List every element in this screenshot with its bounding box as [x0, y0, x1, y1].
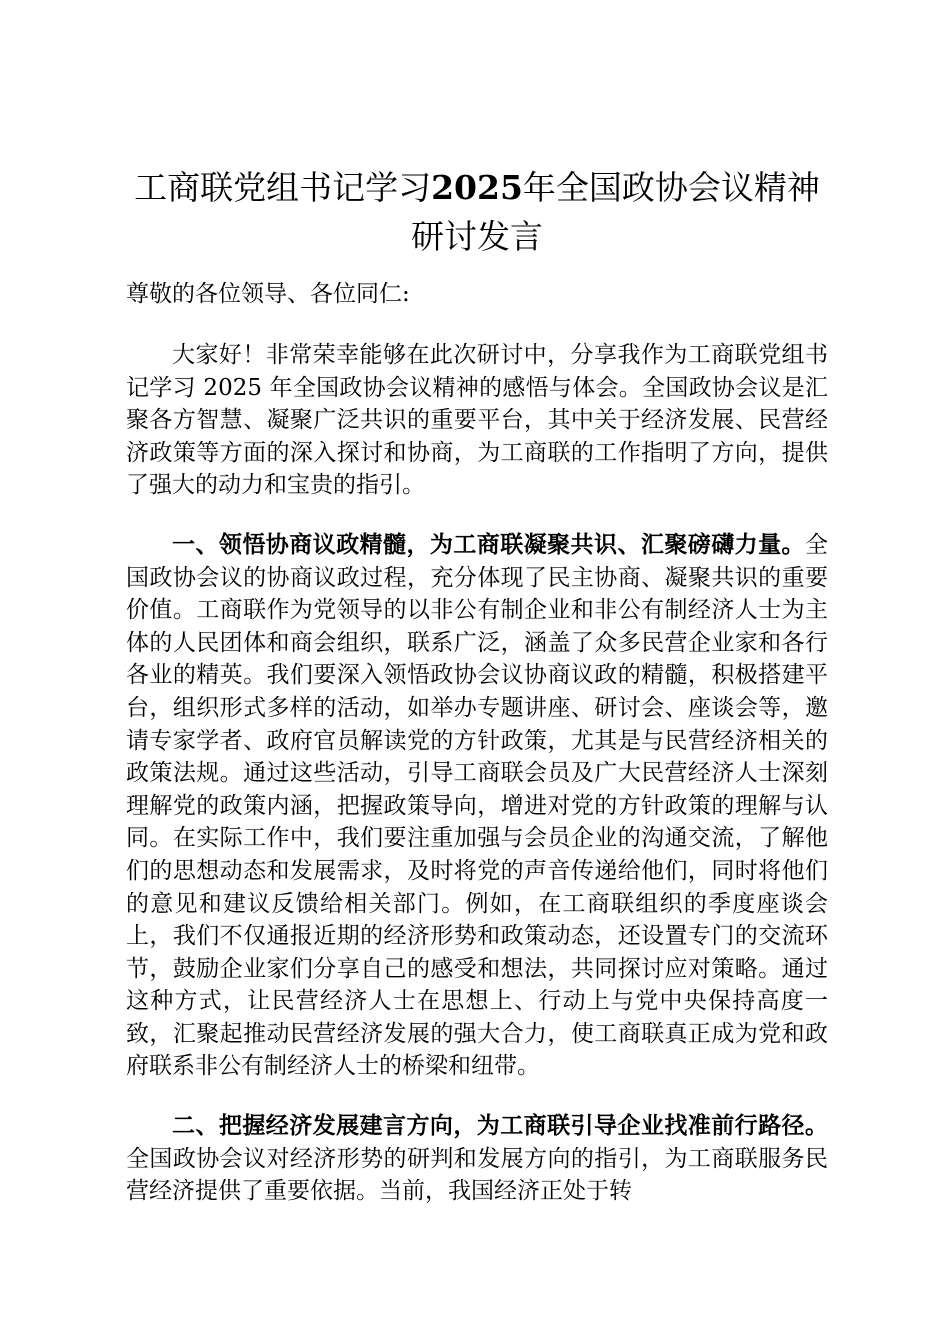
document-page	[126, 163, 828, 1208]
paragraph-body: 全国政协会议对经济形势的研判和发展方向的指引，为工商联服务民营经济提供了重要依据。当前，我国经济正处于转	[126, 1145, 828, 1205]
paragraph-body: 大家好！非常荣幸能够在此次研讨中，分享我作为工商联党组书记学习 2025 年全国政协会议精神的感悟与体会。全国政协会议是汇聚各方智慧、凝聚广泛共识的重要平台，其中关于经济发展、民营经济政策等方面的深入探讨和协商，为工商联的工作指明了方向，提供了强大的动力和宝贵的指引。	[126, 342, 828, 499]
paragraph-body: 全国政协会议的协商议政过程，充分体现了民主协商、凝聚共识的重要价值。工商联作为党领导的以非公有制企业和非公有制经济人士为主体的人民团体和商会组织，联系广泛，涵盖了众多民营企业家和各行各业的精英。我们要深入领悟政协会议协商议政的精髓，积极搭建平台，组织形式多样的活动，如举办专题讲座、研讨会、座谈会等，邀请专家学者、政府官员解读党的方针政策，尤其是与民营经济相关的政策法规。通过这些活动，引导工商联会员及广大民营经济人士深刻理解党的政策内涵，把握政策导向，增进对党的方针政策的理解与认同。在实际工作中，我们要注重加强与会员企业的沟通交流，了解他们的思想动态和发展需求，及时将党的声音传递给他们，同时将他们的意见和建议反馈给相关部门。例如，在工商联组织的季度座谈会上，我们不仅通报近期的经济形势和政策动态，还设置专门的交流环节，鼓励企业家们分享自己的感受和想法，共同探讨应对策略。通过这种方式，让民营经济人士在思想上、行动上与党中央保持高度一致，汇聚起推动民营经济发展的强大合力，使工商联真正成为党和政府联系非公有制经济人士的桥梁和纽带。	[126, 531, 828, 1080]
title-part-2: 年全国政协会议精神研讨发言	[411, 168, 820, 256]
greeting: 尊敬的各位领导、各位同仁:	[126, 281, 410, 307]
paragraph-section-2	[126, 1110, 828, 1208]
title-year: 2025	[431, 168, 523, 207]
paragraph-section-1	[126, 529, 828, 1083]
paragraph-intro	[126, 339, 828, 502]
section-heading: 二、把握经济发展建言方向，为工商联引导企业找准前行路径。	[172, 1112, 828, 1140]
document-title	[126, 163, 828, 261]
title-part-1: 工商联党组书记学习	[134, 168, 432, 207]
section-heading: 一、领悟协商议政精髓，为工商联凝聚共识、汇聚磅礴力量。	[172, 530, 805, 558]
